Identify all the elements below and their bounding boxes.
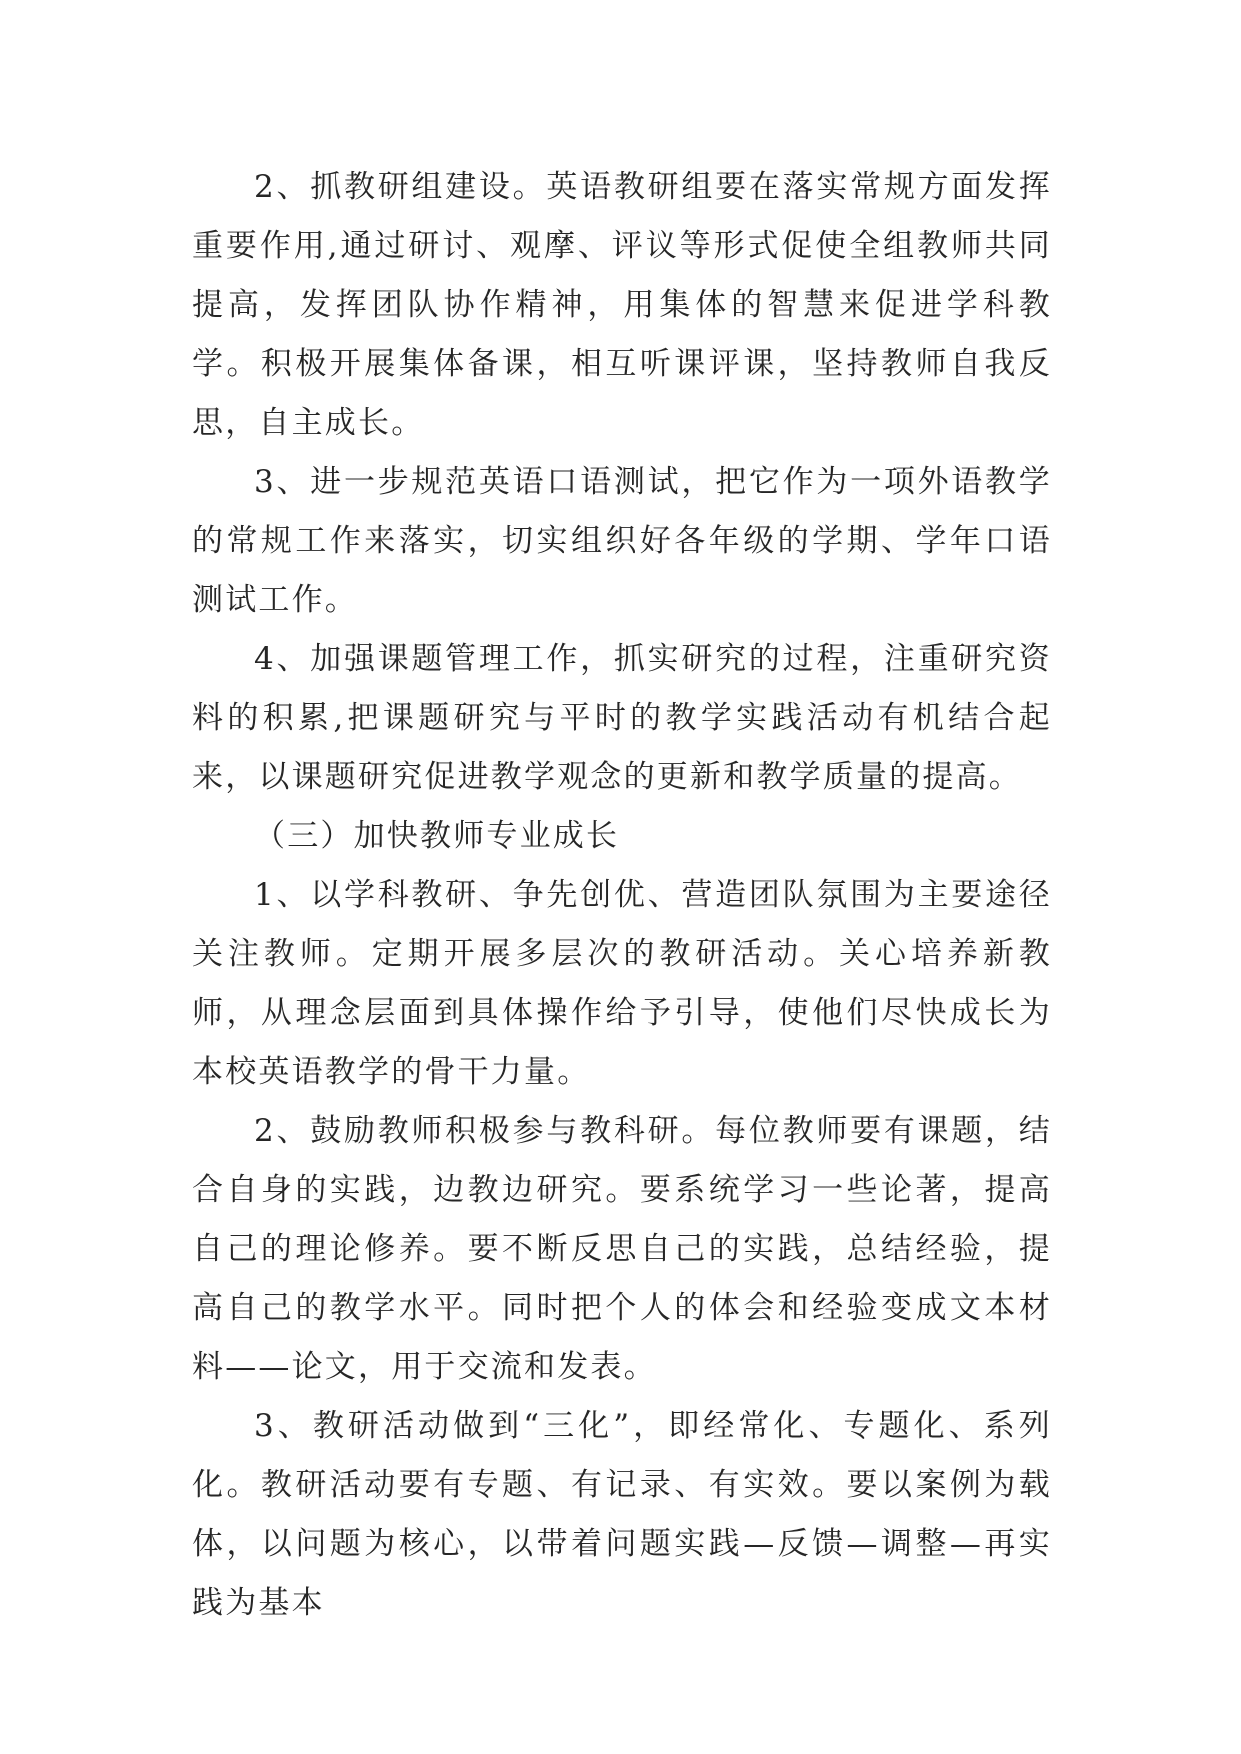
paragraph-item-3-oral-english-test: 3、进一步规范英语口语测试，把它作为一项外语教学的常规工作来落实，切实组织好各年级的学期、学年口语测试工作。 <box>192 464 1052 618</box>
document-body <box>192 158 1052 1633</box>
paragraph-item-1-care-for-teachers: 1、以学科教研、争先创优、营造团队氛围为主要途径关注教师。定期开展多层次的教研活动。关心培养新教师，从理念层面到具体操作给予引导，使他们尽快成长为本校英语教学的骨干力量。 <box>192 877 1052 1090</box>
paragraph-item-2-encourage-research: 2、鼓励教师积极参与教科研。每位教师要有课题，结合自身的实践，边教边研究。要系统学习一些论著，提高自己的理论修养。要不断反思自己的实践，总结经验，提高自己的教学水平。同时把个人的体会和经验变成文本材料——论文，用于交流和发表。 <box>192 1113 1052 1385</box>
paragraph-item-2-teaching-research-group: 2、抓教研组建设。英语教研组要在落实常规方面发挥重要作用,通过研讨、观摩、评议等形式促使全组教师共同提高，发挥团队协作精神，用集体的智慧来促进学科教学。积极开展集体备课，相互听课评课，坚持教师自我反思，自主成长。 <box>192 169 1052 441</box>
paragraph-item-3-three-principles: 3、教研活动做到“三化”，即经常化、专题化、系列化。教研活动要有专题、有记录、有实效。要以案例为载体，以问题为核心，以带着问题实践—反馈—调整—再实践为基本 <box>192 1408 1052 1621</box>
paragraph-item-4-project-management: 4、加强课题管理工作，抓实研究的过程，注重研究资料的积累,把课题研究与平时的教学实践活动有机结合起来，以课题研究促进教学观念的更新和教学质量的提高。 <box>192 641 1052 795</box>
section-heading-teacher-growth: （三）加快教师专业成长 <box>254 818 620 854</box>
